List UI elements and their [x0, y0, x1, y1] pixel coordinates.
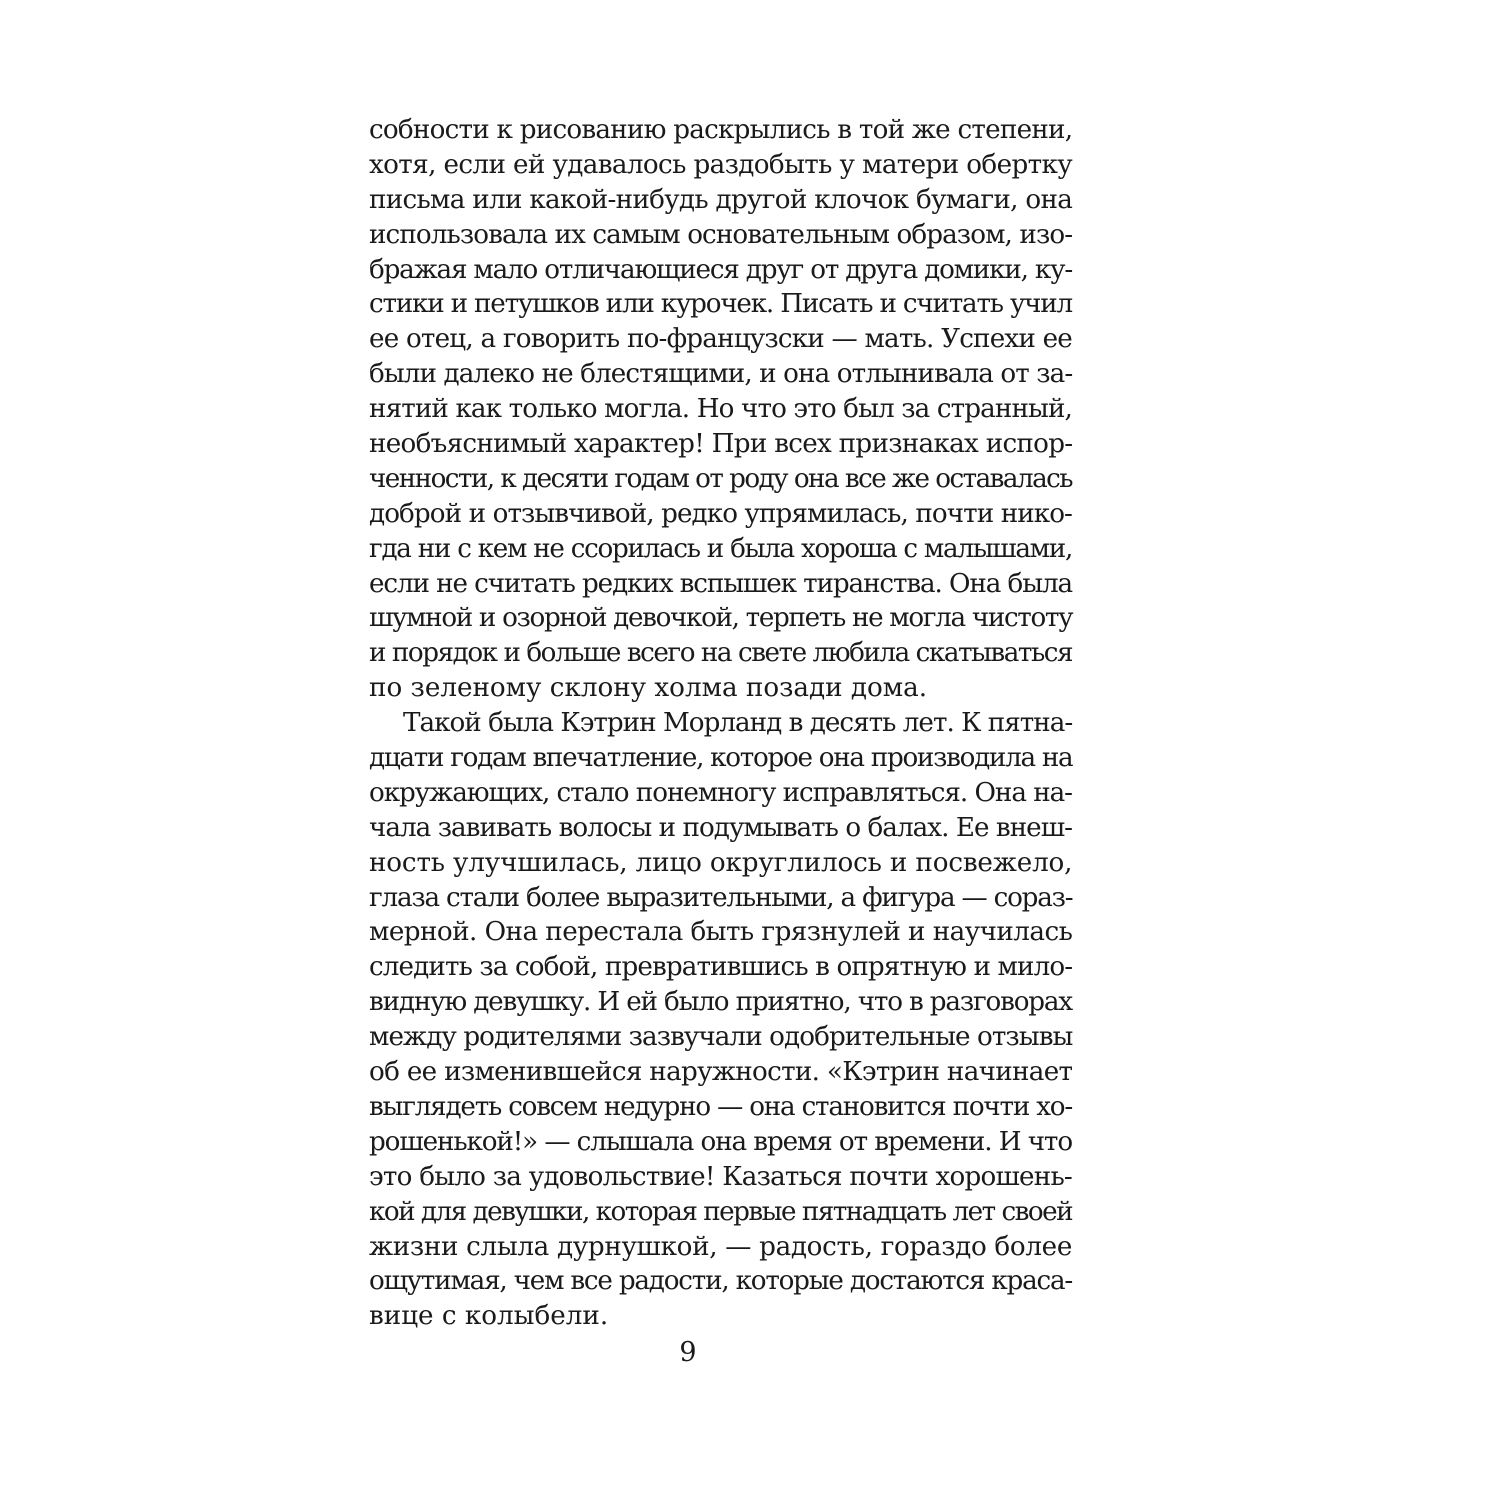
text-line: видную девушку. И ей было приятно, что в разговорах — [369, 987, 1072, 1018]
text-line: бражая мало отличающиеся друг от друга домики, ку- — [369, 254, 1072, 285]
text-line: чала завивать волосы и подумывать о балах. Ее внеш- — [369, 812, 1072, 843]
text-line: вице с колыбели. — [369, 1301, 609, 1332]
text-line: шумной и озорной девочкой, терпеть не могла чистоту — [369, 603, 1073, 634]
body-text — [369, 113, 1072, 1334]
text-line: ее отец, а говорить по-французски — мать. Успехи ее — [369, 324, 1072, 355]
text-line: хотя, если ей удавалось раздобыть у матери обертку — [369, 149, 1072, 180]
text-line: ощутимая, чем все радости, которые достаются краса- — [369, 1266, 1073, 1297]
text-line: следить за собой, превратившись в опрятную и мило- — [369, 952, 1073, 983]
text-line: если не считать редких вспышек тиранства. Она была — [369, 568, 1072, 599]
text-line: собности к рисованию раскрылись в той же степени, — [369, 115, 1073, 145]
text-line: гда ни с кем не ссорилась и была хороша с малышами, — [369, 533, 1072, 564]
text-line: рошенькой!» — слышала она время от времени. И что — [369, 1126, 1072, 1157]
text-line: использовала их самым основательным образом, изо- — [369, 219, 1073, 250]
text-line: выглядеть совсем недурно — она становится почти хо- — [369, 1091, 1073, 1122]
text-line: и порядок и больше всего на свете любила скатываться — [369, 638, 1073, 669]
text-line: ность улучшилась, лицо округлилось и посвежело, — [369, 847, 1073, 878]
text-line: об ее изменившейся наружности. «Кэтрин начинает — [369, 1057, 1073, 1088]
text-line: глаза стали более выразительными, а фигура — сораз- — [369, 882, 1073, 913]
text-line: жизни слыла дурнушкой, — радость, гораздо более — [369, 1231, 1072, 1262]
text-line: ченности, к десяти годам от роду она все же оставалась — [369, 463, 1072, 494]
page-number: 9 — [679, 1337, 697, 1368]
text-line: дцати годам впечатление, которое она производила на — [369, 743, 1073, 774]
text-line: Такой была Кэтрин Морланд в десять лет. К пятна- — [403, 708, 1073, 739]
text-line: доброй и отзывчивой, редко упрямилась, почти нико- — [369, 498, 1072, 529]
text-line: окружающих, стало понемногу исправляться. Она на- — [369, 777, 1072, 808]
text-line: нятий как только могла. Но что это был за странный, — [369, 394, 1072, 425]
text-line: по зеленому склону холма позади дома. — [369, 673, 928, 704]
text-line: необъяснимый характер! При всех признаках испор- — [369, 429, 1073, 460]
text-line: мерной. Она перестала быть грязнулей и научилась — [369, 917, 1073, 948]
paragraph-2 — [369, 706, 1072, 1334]
text-line: кой для девушки, которая первые пятнадцать лет своей — [369, 1196, 1073, 1227]
paragraph-1 — [369, 113, 1072, 706]
text-line: это было за удовольствие! Казаться почти хорошень- — [369, 1161, 1072, 1192]
text-line: стики и петушков или курочек. Писать и считать учил — [369, 289, 1072, 320]
text-line: были далеко не блестящими, и она отлынивала от за- — [369, 359, 1073, 390]
text-line: письма или какой-нибудь другой клочок бумаги, она — [369, 184, 1073, 215]
text-line: между родителями зазвучали одобрительные отзывы — [369, 1022, 1073, 1053]
